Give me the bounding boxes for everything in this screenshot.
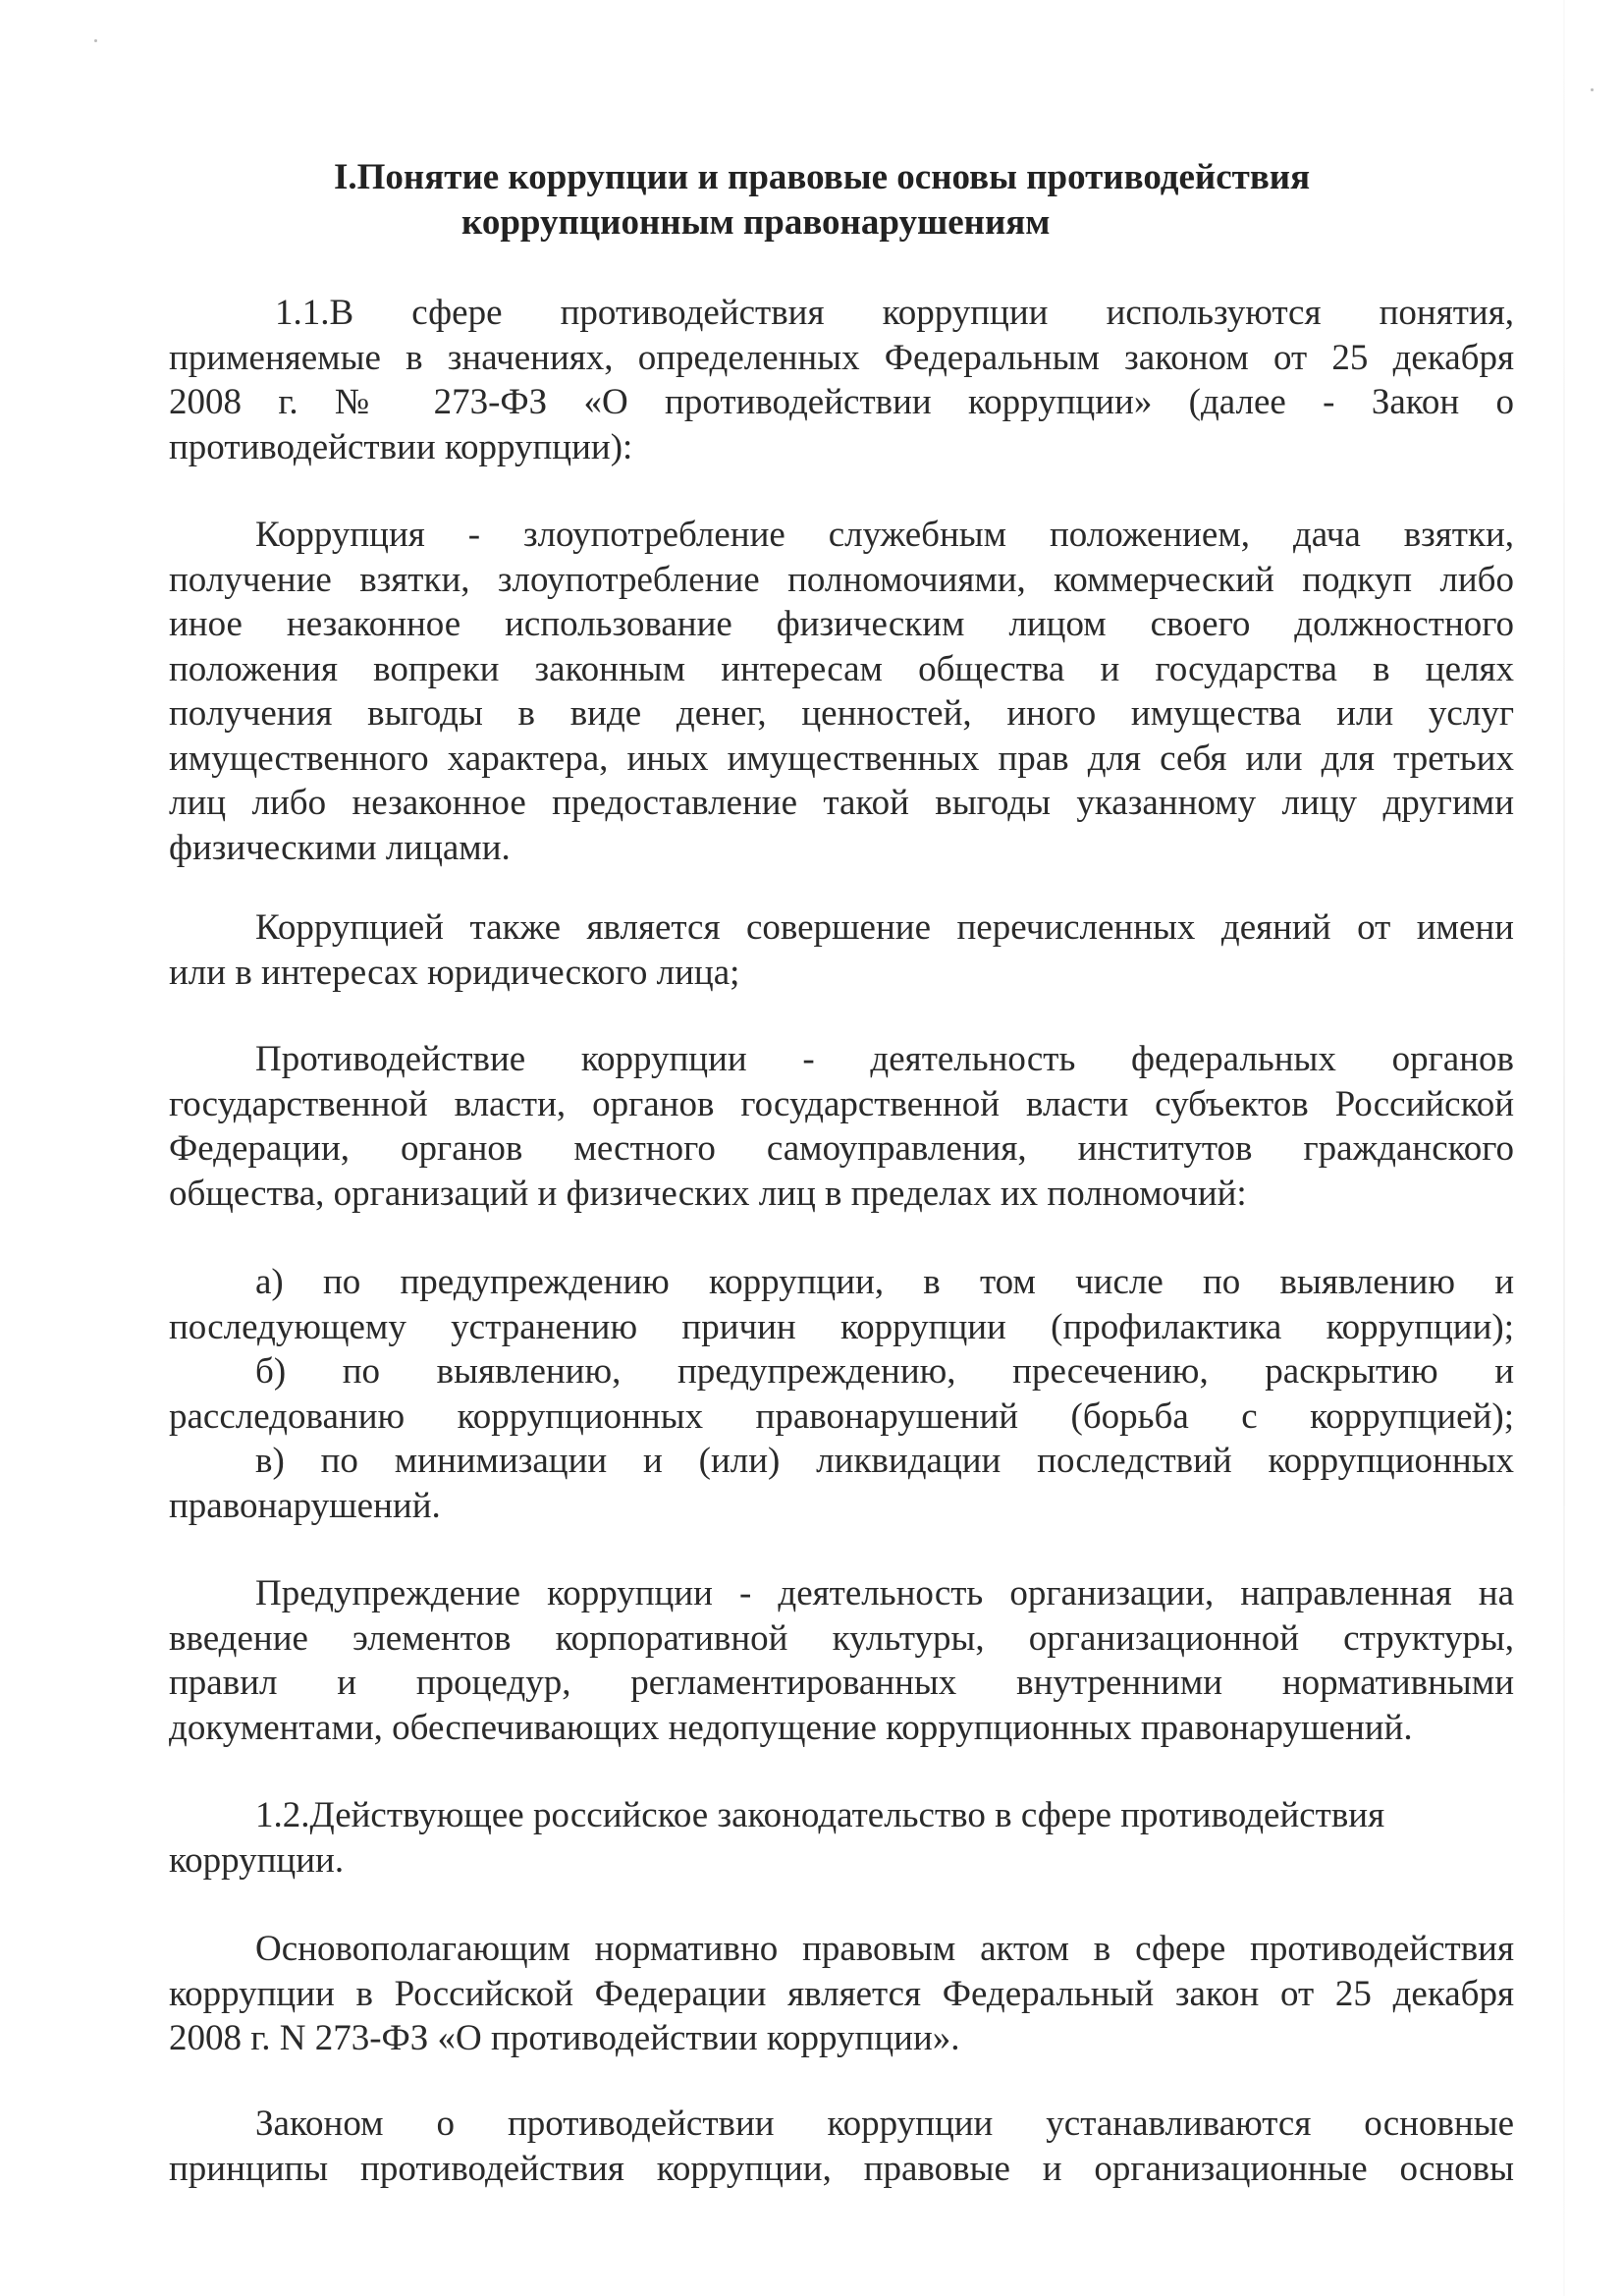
list-item-v: в) по минимизации и (или) ликвидации последствий коррупционных	[255, 1441, 1514, 1481]
subsection-heading: 1.2.Действующее российское законодательство в сфере противодействия	[255, 1795, 1385, 1835]
text-line: документами, обеспечивающих недопущение коррупционных правонарушений.	[169, 1707, 1413, 1748]
text-line: общества, организаций и физических лиц в пределах их полномочий:	[169, 1173, 1247, 1214]
paragraph-1-2	[169, 1793, 1514, 1883]
paragraph-law-establishes	[169, 2102, 1514, 2191]
text-line: применяемые в значениях, определенных Федеральным законом от 25 декабря	[169, 337, 1514, 378]
text-line: 2008 г. № 273-ФЗ «О противодействии коррупции» (далее - Закон о	[169, 382, 1514, 422]
text-line: государственной власти, органов государственной власти субъектов Российской	[169, 1083, 1514, 1124]
text-line: лиц либо незаконное предоставление такой выгоды указанному лицу другими	[169, 783, 1514, 823]
text-line: принципы противодействия коррупции, правовые и организационные основы	[169, 2148, 1514, 2189]
text-line: Коррупцией также является совершение перечисленных деяний от имени	[255, 907, 1514, 948]
text-line: Основополагающим нормативно правовым актом в сфере противодействия	[255, 1929, 1514, 1969]
text-line: расследованию коррупционных правонарушений (борьба с коррупцией);	[169, 1395, 1514, 1437]
scan-speck	[94, 39, 97, 42]
text-line: Федерации, органов местного самоуправления, институтов гражданского	[169, 1128, 1514, 1169]
text-line: физическими лицами.	[169, 827, 511, 868]
list-item-b: б) по выявлению, предупреждению, пресечению, раскрытию и	[255, 1351, 1514, 1392]
text-line: получения выгоды в виде денег, ценностей, иного имущества или услуг	[169, 693, 1514, 734]
text-line: или в интересах юридического лица;	[169, 952, 740, 993]
paragraph-prevention-definition	[169, 1571, 1514, 1750]
text-line: 1.1.В сфере противодействия коррупции используются понятия,	[275, 293, 1514, 333]
paragraph-corruption-definition	[169, 513, 1514, 870]
paragraph-fundamental-act	[169, 1927, 1514, 2061]
paragraph-legal-entity	[169, 905, 1514, 995]
text-line: правил и процедур, регламентированных внутренними нормативными	[169, 1663, 1514, 1703]
text-line: Предупреждение коррупции - деятельность организации, направленная на	[255, 1573, 1514, 1613]
text-line: коррупции.	[169, 1839, 345, 1881]
text-line: имущественного характера, иных имущественных прав для себя или для третьих	[169, 738, 1514, 779]
text-line: Противодействие коррупции - деятельность федеральных органов	[255, 1039, 1514, 1079]
text-line: 2008 г. N 273-ФЗ «О противодействии коррупции».	[169, 2018, 960, 2058]
text-line: правонарушений.	[169, 1485, 441, 1526]
text-line: Коррупция - злоупотребление служебным положением, дача взятки,	[255, 515, 1514, 555]
text-line: последующему устранению причин коррупции (профилактика коррупции);	[169, 1306, 1514, 1347]
scan-edge	[1563, 0, 1565, 2296]
text-line: получение взятки, злоупотребление полномочиями, коммерческий подкуп либо	[169, 559, 1514, 600]
text-line: противодействии коррупции):	[169, 426, 633, 467]
text-line: Законом о противодействии коррупции устанавливаются основные	[255, 2104, 1514, 2144]
paragraph-counteraction-definition	[169, 1037, 1514, 1216]
text-line: положения вопреки законным интересам общества и государства в целях	[169, 648, 1514, 689]
heading-line: коррупционным правонарушениям	[461, 202, 1051, 243]
text-line: коррупции в Российской Федерации является Федеральный закон от 25 декабря	[169, 1973, 1514, 2014]
list-item-a: а) по предупреждению коррупции, в том числе по выявлению и	[255, 1262, 1514, 1302]
heading-line: I.Понятие коррупции и правовые основы противодействия	[334, 157, 1311, 197]
section-heading	[334, 155, 1375, 246]
scan-speck	[1591, 88, 1594, 91]
text-line: введение элементов корпоративной культуры, организационной структуры,	[169, 1617, 1514, 1659]
paragraph-list	[169, 1260, 1514, 1528]
text-line: иное незаконное использование физическим лицом своего должностного	[169, 604, 1514, 644]
paragraph-1-1	[169, 291, 1514, 469]
